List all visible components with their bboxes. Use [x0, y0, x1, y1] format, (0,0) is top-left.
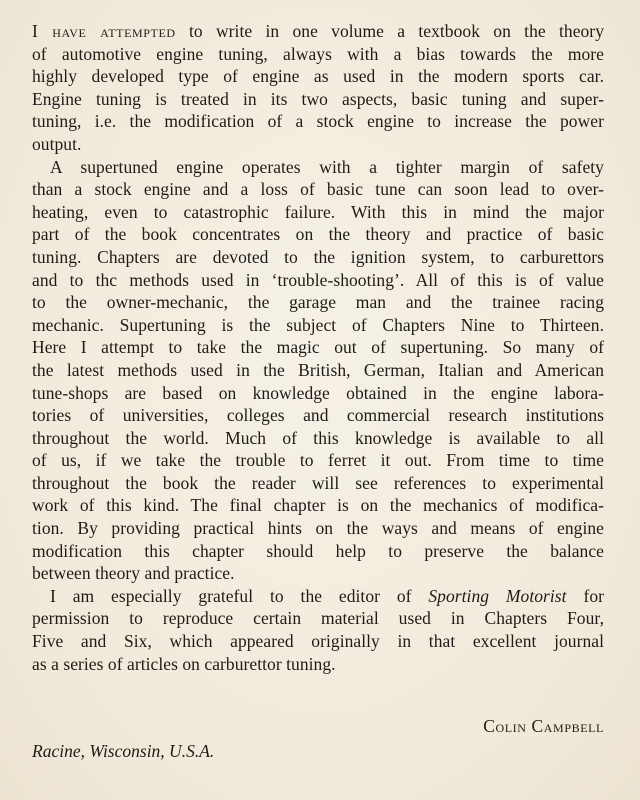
paragraph-2-line: of us, if we take the trouble to ferret it out. From time to time	[32, 450, 604, 471]
paragraph-3-line: permission to reproduce certain material used in Chapters Four,	[32, 608, 604, 629]
paragraph-2-line: heating, even to catastrophic failure. With this in mind the major	[32, 201, 604, 222]
preface-text	[32, 20, 604, 675]
paragraph-3-line-1-before: I am especially grateful to the editor of	[50, 585, 412, 606]
paragraph-2-line: mechanic. Supertuning is the subject of Chapters Nine to Thirteen.	[32, 314, 604, 335]
paragraph-2-line: the latest methods used in the British, German, Italian and American	[32, 359, 604, 380]
paragraph-2-line: and to thc methods used in ‘trouble-shooting’. All of this is of value	[32, 269, 604, 290]
paragraph-2-line: part of the book concentrates on the theory and practice of basic	[32, 224, 604, 245]
paragraph-2-line: to the owner-mechanic, the garage man and the trainee racing	[32, 292, 604, 313]
paragraph-3-line: as a series of articles on carburettor tuning.	[32, 653, 336, 674]
paragraph-1-line: highly developed type of engine as used in the modern sports car.	[32, 66, 604, 87]
paragraph-2-line: tune-shops are based on knowledge obtained in the engine labora-	[32, 382, 604, 403]
opening-small-caps: I have attempted	[32, 21, 176, 41]
paragraph-1-line: Engine tuning is treated in its two aspects, basic tuning and super-	[32, 88, 604, 109]
paragraph-1-line-1-rest: to write in one volume a textbook on the theory	[188, 21, 604, 41]
paragraph-3-line-1-after: for	[583, 585, 604, 606]
paragraph-2-line: tuning. Chapters are devoted to the ignition system, to carburettors	[32, 246, 604, 267]
paragraph-3-line-1	[32, 585, 604, 608]
paragraph-2-line: Here I attempt to take the magic out of supertuning. So many of	[32, 337, 604, 358]
author-signature: Colin Campbell	[483, 716, 604, 736]
paragraph-2-line: work of this kind. The final chapter is on the mechanics of modifica-	[32, 495, 604, 516]
paragraph-1-line: of automotive engine tuning, always with a bias towards the more	[32, 43, 604, 64]
paragraph-2-line: tion. By providing practical hints on the ways and means of engine	[32, 518, 604, 539]
paragraph-2-line: than a stock engine and a loss of basic tune can soon lead to over-	[32, 179, 604, 200]
author-location: Racine, Wisconsin, U.S.A.	[32, 741, 215, 761]
paragraph-2-line: between theory and practice.	[32, 563, 235, 584]
paragraph-2-line: A supertuned engine operates with a tighter margin of safety	[50, 156, 604, 177]
paragraph-2-line: throughout the book the reader will see references to experimental	[32, 472, 604, 493]
paragraph-2-line: modification this chapter should help to preserve the balance	[32, 540, 604, 561]
paragraph-2-line: throughout the world. Much of this knowledge is available to all	[32, 427, 604, 448]
paragraph-3-line: Five and Six, which appeared originally in that excellent journal	[32, 631, 604, 652]
paragraph-1-line: tuning, i.e. the modification of a stock engine to increase the power	[32, 111, 604, 132]
paragraph-1-line-1	[32, 20, 604, 43]
journal-title: Sporting Motorist	[428, 585, 567, 606]
paragraph-2-line: tories of universities, colleges and commercial research institutions	[32, 405, 604, 426]
paragraph-1-line: output.	[32, 133, 82, 154]
